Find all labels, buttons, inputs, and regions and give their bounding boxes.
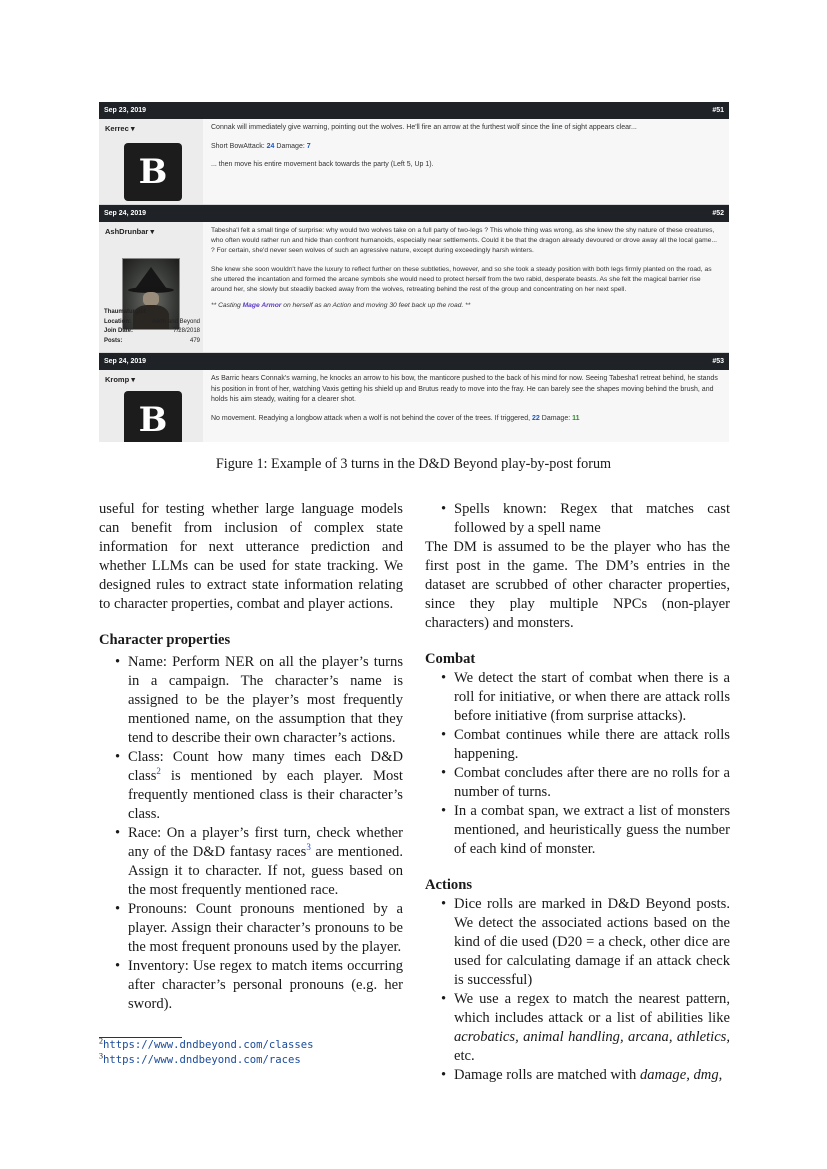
list-item: • Class: Count how many times each D&D class$^2$ is mentioned by each player. Most frequently mentioned class is their character’s class.: [115, 749, 403, 822]
post-paragraph: ... then move his entire movement back towards the party (Left 5, Up 1).: [211, 161, 434, 169]
section-heading: Combat: [425, 651, 476, 667]
damage-roll: 7: [306, 142, 311, 150]
list-item: • Combat concludes after there are no rolls for a number of turns.: [441, 765, 730, 800]
post-header: [99, 102, 729, 119]
user-panel: [99, 222, 203, 352]
post-date: Sep 23, 2019: [104, 107, 147, 114]
username: AshDrunbar ▾: [105, 227, 155, 236]
post-header: [99, 353, 729, 370]
list-item: • In a combat span, we extract a list of monsters mentioned, and heuristically guess the number of each kind of monster.: [441, 803, 730, 857]
post-number: #51: [712, 107, 724, 114]
combat-list: [425, 669, 730, 859]
post-text: [203, 222, 729, 352]
list-item: • Name: Perform NER on all the player’s turns in a campaign. The character’s name is assigned to be the player’s most frequently mentioned name, on the assumption that they tend to describe their own character’s actions.: [115, 654, 403, 746]
stat-posts: Posts: 479: [104, 337, 200, 344]
username: Kromp ▾: [105, 375, 136, 384]
list-item: • Spells known: Regex that matches cast followed by a spell name: [441, 501, 730, 536]
user-panel: [99, 370, 203, 442]
post-date: Sep 24, 2019: [104, 358, 147, 365]
user-panel: [99, 119, 203, 204]
post-paragraph: Connak will immediately give warning, pointing out the wolves. He'll fire an arrow at the furthest wolf since the line of sight appears clear...: [211, 124, 637, 131]
list-item: • Combat continues while there are attack rolls happening.: [441, 727, 730, 762]
stat-location: Location: Aerth and Beyond: [104, 318, 200, 325]
list-item: • We detect the start of combat when there is a roll for initiative, or when there are attack rolls before initiative (from surprise attacks).: [441, 670, 730, 724]
avatar: B: [124, 391, 182, 442]
dm-paragraph: The DM is assumed to be the player who has the first post in the game. The DM’s entries in the dataset are scrubbed of other character properties, since they play multiple NPCs (non-player characters) and monsters.: [425, 539, 730, 631]
post-paragraph: Tabesha'l felt a small tinge of surprise: why would two wolves take on a full party of two-legs ? This whole thing was wrong, as she knew the shy nature of these creatures, who often would rather run and hide than confront humanoids, especially near settlements. Could it be that the dragon already devoured or drove away all the local game... ? For certain, she'd never seen wolves of such an agressive nature, except during exceedingly harsh winters.: [211, 227, 717, 255]
property-list: [99, 653, 403, 1014]
footnote-ref[interactable]: 3: [306, 842, 311, 853]
post-paragraph: She knew she soon wouldn't have the luxury to reflect further on these subtleties, however, and so she took a steady position with both legs firmly planted on the road, as she uttered the incantation and formed the arcane symbols she would need to protect herself from the two rabid, desperate beasts. As she felt the magical barrier rise around her, she slowly but steadily backed away from the wolves, retreating behind the rest of the group and concentrating on her next spell.: [211, 265, 712, 294]
list-item: • We use a regex to match the nearest pattern, which includes attack or a list of abilities like acrobatics, animal handling, arcana, athletics, etc.: [441, 991, 730, 1064]
avatar: B: [124, 143, 182, 201]
footnote-link[interactable]: https://www.dndbeyond.com/classes: [103, 1039, 314, 1051]
forum-figure: [99, 102, 729, 442]
intro-paragraph: useful for testing whether large language models can benefit from inclusion of complex state information for next utterance prediction and whether LLMs can be used for state tracking. We designed rules to extract state information relating to character properties, combat and player actions.: [99, 501, 403, 612]
footnote-link[interactable]: https://www.dndbeyond.com/races: [103, 1054, 301, 1066]
spell-name: Mage Armor: [242, 302, 282, 310]
post-text: [203, 370, 729, 442]
list-item: • Damage rolls are matched with damage, dmg,: [441, 1067, 723, 1083]
roll-line: Short BowAttack: 24 Damage: 7: [211, 142, 311, 150]
list-item: • Race: On a player’s first turn, check whether any of the D&D fantasy races$^3$ are mentioned. Assign it to character. If not, guess based on the most frequently mentioned race.: [115, 825, 404, 898]
attack-roll: 22: [532, 414, 540, 422]
footnote: $^3$https://www.dndbeyond.com/races: [99, 1051, 301, 1066]
post-body: [99, 370, 729, 442]
post-header: [99, 205, 729, 222]
post-body: [99, 222, 729, 353]
left-column: [99, 500, 403, 1014]
section-heading: Actions: [425, 877, 473, 893]
right-column: [425, 500, 730, 1085]
post-text: [203, 119, 729, 204]
post-number: #52: [712, 210, 724, 217]
user-title: Thaumaturgist: [104, 309, 146, 315]
damage-roll: 11: [572, 414, 580, 422]
list-item: • Pronouns: Count pronouns mentioned by a player. Assign their character’s pronouns to be the most frequent pronouns used by the player.: [115, 901, 403, 955]
post-date: Sep 24, 2019: [104, 210, 147, 217]
section-heading: Character properties: [99, 632, 231, 648]
figure-caption: Figure 1: Example of 3 turns in the D&D Beyond play-by-post forum: [215, 456, 612, 472]
footnote: $^2$https://www.dndbeyond.com/classes: [99, 1036, 314, 1051]
post-number: #53: [712, 358, 724, 365]
list-item: • Inventory: Use regex to match items occurring after character’s personal pronouns (e.g. her sword).: [115, 958, 403, 1012]
footnote-ref[interactable]: 2: [156, 766, 161, 777]
action-line: ** Casting Mage Armor on herself as an Action and moving 30 feet back up the road. **: [211, 302, 471, 310]
roll-line: No movement. Readying a longbow attack when a wolf is not behind the cover of the trees. If triggered, 22 Damage: 11: [211, 414, 580, 422]
list-item: • Dice rolls are marked in D&D Beyond posts. We detect the associated actions based on the kind of die used (D20 = a check, other dice are used for calculating damage if an attack check is successful): [441, 896, 730, 988]
username: Kerrec ▾: [105, 124, 135, 133]
post-body: [99, 119, 729, 205]
user-stats: [104, 308, 200, 346]
footnotes: [99, 1038, 313, 1068]
attack-roll: 24: [266, 142, 275, 150]
post-paragraph: As Barric hears Connak's warning, he knocks an arrow to his bow, the manticore pushed to the back of his mind for now. Seeing Tabesha'l retreat behind, he stands his position in front of her, watching Vaxis getting his shield up and Brutus ready to move into the fray. He can barely see the shapes moving behind the brush, and holds his aim steady, waiting for a clearer shot.: [211, 375, 718, 404]
stat-join-date: Join Date: 7/28/2018: [104, 328, 200, 334]
spells-list: [425, 500, 730, 538]
actions-list: [425, 895, 730, 1085]
